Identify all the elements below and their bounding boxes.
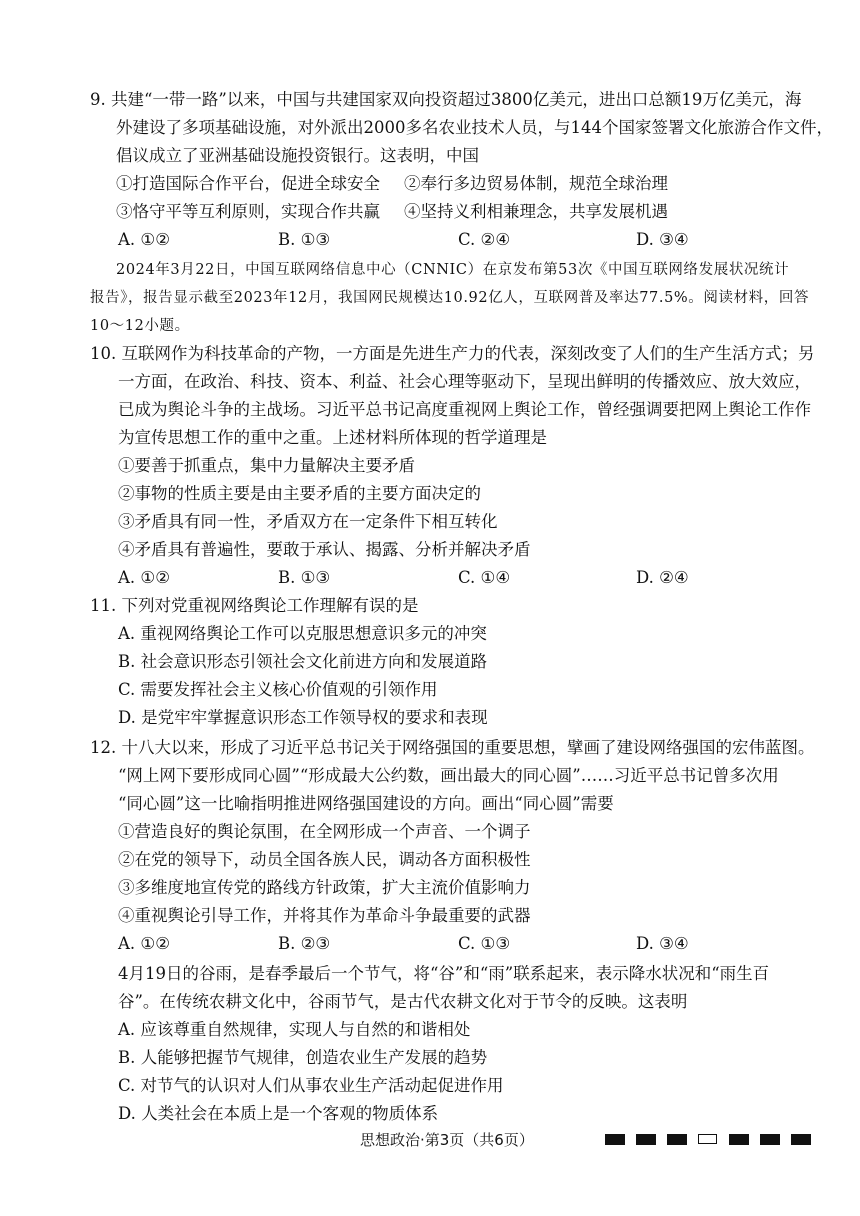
q9-statement-1: ①打造国际合作平台，促进全球安全	[116, 174, 380, 193]
q13-option-c: C. 对节气的认识对人们从事农业生产活动起促进作用	[118, 1076, 504, 1095]
q10-statement-2: ②事物的性质主要是由主要矛盾的主要方面决定的	[118, 484, 481, 503]
q9-option-a: A. ①②	[118, 230, 170, 249]
q12-statement-3: ③多维度地宣传党的路线方针政策，扩大主流价值影响力	[118, 878, 531, 897]
q12-stem-line-1: 12. 十八大以来，形成了习近平总书记关于网络强国的重要思想，擘画了建设网络强国的宏伟蓝图。	[90, 738, 815, 757]
q12-option-a: A. ①②	[118, 934, 170, 953]
mark-solid	[760, 1134, 780, 1145]
q9-option-b: B. ①③	[278, 230, 331, 249]
q13-option-a: A. 应该尊重自然规律，实现人与自然的和谐相处	[118, 1020, 471, 1039]
q11-stem: 11. 下列对党重视网络舆论工作理解有误的是	[90, 596, 419, 615]
q9-option-d: D. ③④	[636, 230, 689, 249]
q9-stem-line-1: 9. 共建“一带一路”以来，中国与共建国家双向投资超过3800亿美元，进出口总额19万亿美元，海	[90, 90, 802, 109]
q10-statement-3: ③矛盾具有同一性，矛盾双方在一定条件下相互转化	[118, 512, 498, 531]
q12-statement-2: ②在党的领导下，动员全国各族人民，调动各方面积极性	[118, 850, 531, 869]
mark-solid	[729, 1134, 749, 1145]
q13-option-d: D. 人类社会在本质上是一个客观的物质体系	[118, 1104, 439, 1123]
mark-solid	[605, 1134, 625, 1145]
q11-option-a: A. 重视网络舆论工作可以克服思想意识多元的冲突	[118, 624, 487, 643]
q10-option-d: D. ②④	[636, 568, 689, 587]
page-footer: 思想政治·第3页（共6页）	[360, 1131, 534, 1149]
q12-statement-4: ④重视舆论引导工作，并将其作为革命斗争最重要的武器	[118, 906, 531, 925]
q10-stem-line-4: 为宣传思想工作的重中之重。上述材料所体现的哲学道理是	[118, 428, 547, 447]
q10-stem-line-1: 10. 互联网作为科技革命的产物，一方面是先进生产力的代表，深刻改变了人们的生产生活方式；另	[90, 344, 815, 363]
q12-option-b: B. ②③	[278, 934, 331, 953]
q9-statement-2: ②奉行多边贸易体制，规范全球治理	[404, 174, 668, 193]
q12-option-c: C. ①③	[458, 934, 511, 953]
q12-stem-line-2: “网上网下要形成同心圆”“形成最大公约数，画出最大的同心圆”……习近平总书记曾多次用	[118, 766, 779, 785]
q10-option-c: C. ①④	[458, 568, 511, 587]
mark-solid	[791, 1134, 811, 1145]
q9-option-c: C. ②④	[458, 230, 511, 249]
mark-hollow	[698, 1134, 717, 1144]
q13-option-b: B. 人能够把握节气规律，创造农业生产发展的趋势	[118, 1048, 488, 1067]
q10-option-a: A. ①②	[118, 568, 170, 587]
q11-option-b: B. 社会意识形态引领社会文化前进方向和发展道路	[118, 652, 488, 671]
q11-option-d: D. 是党牢牢掌握意识形态工作领导权的要求和表现	[118, 708, 488, 727]
q10-stem-line-2: 一方面，在政治、科技、资本、利益、社会心理等驱动下，呈现出鲜明的传播效应、放大效应，	[118, 372, 811, 391]
passage-line-2: 报告》，报告显示截至2023年12月，我国网民规模达10.92亿人，互联网普及率达77.5%。阅读材料，回答	[90, 290, 810, 306]
q10-option-b: B. ①③	[278, 568, 331, 587]
q9-stem-line-2: 外建设了多项基础设施，对外派出2000多名农业技术人员，与144个国家签署文化旅游合作文件，	[116, 118, 833, 137]
q11-option-c: C. 需要发挥社会主义核心价值观的引领作用	[118, 680, 438, 699]
q13-stem-line-2: 谷”。在传统农耕文化中，谷雨节气，是古代农耕文化对于节令的反映。这表明	[118, 992, 688, 1011]
q10-statement-4: ④矛盾具有普遍性，要敢于承认、揭露、分析并解决矛盾	[118, 540, 531, 559]
q13-stem-line-1: 4月19日的谷雨，是春季最后一个节气，将“谷”和“雨”联系起来，表示降水状况和“雨生百	[118, 964, 770, 983]
mark-solid	[667, 1134, 687, 1145]
mark-solid	[636, 1134, 656, 1145]
q12-statement-1: ①营造良好的舆论氛围，在全网形成一个声音、一个调子	[118, 822, 531, 841]
passage-line-1: 2024年3月22日，中国互联网络信息中心（CNNIC）在京发布第53次《中国互联网络发展状况统计	[116, 262, 790, 278]
q10-stem-line-3: 已成为舆论斗争的主战场。习近平总书记高度重视网上舆论工作，曾经强调要把网上舆论工作作	[118, 400, 811, 419]
q9-statement-3: ③恪守平等互利原则，实现合作共赢	[116, 202, 380, 221]
q9-statement-4: ④坚持义利相兼理念，共享发展机遇	[404, 202, 668, 221]
passage-line-3: 10～12小题。	[90, 318, 190, 334]
q9-stem-line-3: 倡议成立了亚洲基础设施投资银行。这表明，中国	[116, 146, 479, 165]
q10-statement-1: ①要善于抓重点，集中力量解决主要矛盾	[118, 456, 415, 475]
q12-stem-line-3: “同心圆”这一比喻指明推进网络强国建设的方向。画出“同心圆”需要	[118, 794, 614, 813]
q12-option-d: D. ③④	[636, 934, 689, 953]
